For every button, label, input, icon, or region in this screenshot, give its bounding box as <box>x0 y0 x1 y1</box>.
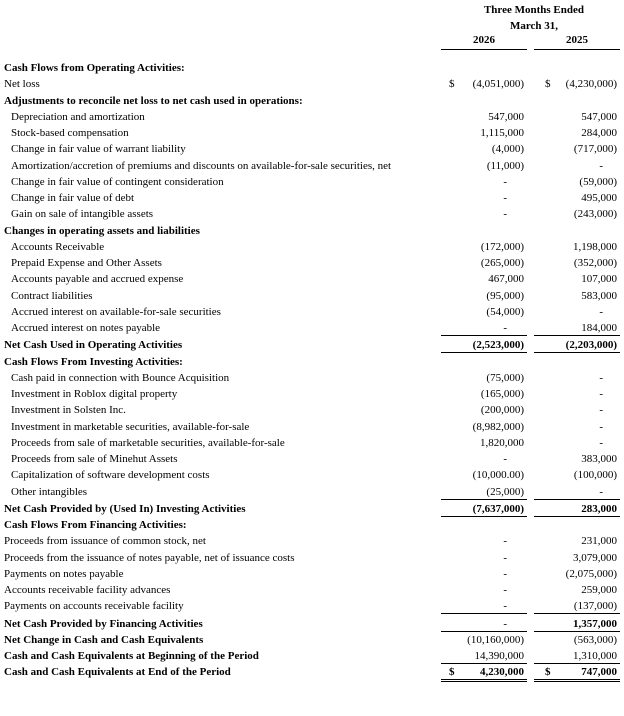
value-current-year: (200,000) <box>480 404 524 417</box>
value-prior-year: 107,000 <box>581 273 617 286</box>
value-current-year: (7,637,000) <box>472 502 524 515</box>
row-label: Accounts Receivable <box>11 240 105 253</box>
value-current-year: (8,982,000) <box>472 420 524 433</box>
statement-row <box>0 158 624 174</box>
value-prior-year: 495,000 <box>581 192 617 204</box>
row-label: Amortization/accretion of premiums and discounts on available-for-sale securities, net <box>11 159 392 172</box>
value-current-year: - <box>503 617 507 630</box>
statement-row <box>0 288 624 304</box>
year-current-header: 2026 <box>473 34 495 46</box>
currency-symbol-current: $ <box>449 78 455 91</box>
row-label: Accounts payable and accrued expense <box>11 273 184 286</box>
statement-row <box>0 550 624 566</box>
value-current-year: - <box>503 322 507 334</box>
value-current-year: (165,000) <box>480 388 524 400</box>
value-current-year: - <box>503 453 507 465</box>
total-rule <box>441 499 527 500</box>
year-header-rule-current <box>441 49 527 50</box>
row-label: Change in fair value of debt <box>11 192 135 204</box>
statement-row <box>0 386 624 402</box>
value-prior-year: (4,230,000) <box>565 78 617 91</box>
value-prior-year: 284,000 <box>581 127 617 139</box>
row-label: Cash Flows From Financing Activities: <box>4 519 187 531</box>
statement-row <box>0 648 624 664</box>
value-prior-year: (59,000) <box>579 175 617 188</box>
row-label: Other intangibles <box>11 485 88 498</box>
statement-row <box>0 125 624 141</box>
value-prior-year: - <box>599 305 603 318</box>
value-current-year: - <box>503 535 507 548</box>
row-label: Proceeds from sale of Minehut Assets <box>11 453 178 465</box>
value-current-year: 1,115,000 <box>480 127 524 139</box>
statement-row <box>0 337 624 353</box>
year-prior-header: 2025 <box>566 34 588 46</box>
value-prior-year: (2,075,000) <box>565 567 617 580</box>
total-rule <box>441 335 527 336</box>
row-label: Proceeds from issuance of common stock, net <box>4 535 206 548</box>
statement-row <box>0 255 624 271</box>
double-total-rule <box>441 681 527 682</box>
total-rule <box>534 335 620 336</box>
statement-row <box>0 141 624 157</box>
value-current-year: 467,000 <box>488 273 524 286</box>
row-label: Payments on notes payable <box>4 567 124 580</box>
statement-row <box>0 109 624 125</box>
total-rule <box>441 613 527 614</box>
value-prior-year: (100,000) <box>573 469 617 482</box>
value-current-year: 4,230,000 <box>480 666 524 679</box>
statement-row <box>0 60 624 76</box>
statement-row <box>0 354 624 370</box>
row-label: Net Cash Provided by Financing Activities <box>4 617 203 630</box>
period-header: Three Months Ended March 31, <box>483 4 585 32</box>
row-label: Depreciation and amortization <box>11 110 145 123</box>
value-prior-year: (717,000) <box>573 143 617 156</box>
statement-row <box>0 566 624 582</box>
total-rule <box>441 679 527 680</box>
total-rule <box>534 679 620 680</box>
statement-row <box>0 451 624 467</box>
statement-row <box>0 93 624 109</box>
row-label: Net Cash Provided by (Used In) Investing Activities <box>4 502 246 515</box>
value-prior-year: - <box>599 436 603 449</box>
value-current-year: (75,000) <box>486 371 524 384</box>
value-current-year: 547,000 <box>488 110 524 123</box>
value-prior-year: (352,000) <box>573 257 617 269</box>
value-current-year: (95,000) <box>486 289 524 302</box>
row-label: Investment in Roblox digital property <box>11 388 178 400</box>
value-prior-year: - <box>599 388 603 400</box>
value-prior-year: 1,198,000 <box>573 240 617 253</box>
value-current-year: 1,820,000 <box>480 436 524 449</box>
value-current-year: - <box>503 208 507 221</box>
value-current-year: - <box>503 584 507 596</box>
value-prior-year: (2,203,000) <box>565 339 617 352</box>
value-prior-year: 259,000 <box>581 584 617 596</box>
row-label: Net Change in Cash and Cash Equivalents <box>4 633 204 646</box>
row-label: Proceeds from sale of marketable securities, available-for-sale <box>11 436 285 449</box>
row-label: Investment in marketable securities, available-for-sale <box>11 420 250 433</box>
row-label: Gain on sale of intangible assets <box>11 208 154 221</box>
statement-row <box>0 632 624 648</box>
currency-symbol-current: $ <box>449 666 455 679</box>
statement-row <box>0 370 624 386</box>
value-current-year: - <box>503 192 507 204</box>
statement-row <box>0 206 624 222</box>
value-prior-year: - <box>599 371 603 384</box>
row-label: Cash and Cash Equivalents at End of the Period <box>4 666 231 679</box>
value-current-year: (2,523,000) <box>472 339 524 352</box>
row-label: Adjustments to reconcile net loss to net cash used in operations: <box>4 94 303 107</box>
value-current-year: (172,000) <box>480 240 524 253</box>
statement-row <box>0 664 624 680</box>
row-label: Accrued interest on notes payable <box>11 322 161 334</box>
row-label: Accrued interest on available-for-sale securities <box>11 305 221 318</box>
value-prior-year: 1,357,000 <box>573 617 617 630</box>
row-label: Net Cash Used in Operating Activities <box>4 339 183 352</box>
total-rule <box>534 613 620 614</box>
statement-row <box>0 190 624 206</box>
statement-row <box>0 223 624 239</box>
row-label: Capitalization of software development costs <box>11 469 210 482</box>
statement-row <box>0 467 624 483</box>
value-prior-year: 547,000 <box>581 110 617 123</box>
row-label: Change in fair value of contingent consideration <box>11 175 224 188</box>
value-current-year: (11,000) <box>486 159 524 172</box>
row-label: Accounts receivable facility advances <box>4 584 171 596</box>
value-prior-year: 747,000 <box>581 666 617 679</box>
value-prior-year: 184,000 <box>581 322 617 334</box>
value-current-year: - <box>503 551 507 564</box>
value-current-year: (10,000.00) <box>472 469 524 482</box>
row-label: Contract liabilities <box>11 289 93 302</box>
row-label: Cash paid in connection with Bounce Acquisition <box>11 371 230 384</box>
statement-row <box>0 239 624 255</box>
currency-symbol-prior: $ <box>545 666 551 679</box>
statement-row <box>0 320 624 336</box>
row-label: Net loss <box>4 78 40 91</box>
row-label: Prepaid Expense and Other Assets <box>11 257 162 269</box>
value-current-year: (4,000) <box>491 143 524 156</box>
double-total-rule <box>534 681 620 682</box>
row-label: Investment in Solsten Inc. <box>11 404 126 417</box>
value-current-year: - <box>503 175 507 188</box>
statement-row <box>0 419 624 435</box>
statement-row <box>0 484 624 500</box>
row-label: Cash Flows From Investing Activities: <box>4 355 183 368</box>
row-label: Proceeds from the issuance of notes payable, net of issuance costs <box>4 551 295 564</box>
statement-row <box>0 501 624 517</box>
row-label: Change in fair value of warrant liability <box>11 143 186 156</box>
value-prior-year: 283,000 <box>581 502 617 515</box>
currency-symbol-prior: $ <box>545 78 551 91</box>
value-prior-year: 383,000 <box>581 453 617 465</box>
row-label: Changes in operating assets and liabilities <box>4 224 200 237</box>
statement-row <box>0 304 624 320</box>
row-label: Stock-based compensation <box>11 127 129 139</box>
value-prior-year: (243,000) <box>573 208 617 221</box>
statement-row <box>0 76 624 92</box>
value-prior-year: - <box>599 420 603 433</box>
statement-row <box>0 533 624 549</box>
statement-row <box>0 517 624 533</box>
statement-row <box>0 402 624 418</box>
value-current-year: - <box>503 567 507 580</box>
value-prior-year: (563,000) <box>573 633 617 646</box>
row-label: Payments on accounts receivable facility <box>4 600 184 613</box>
row-label: Cash and Cash Equivalents at Beginning of the Period <box>4 650 259 662</box>
value-current-year: (265,000) <box>480 257 524 269</box>
value-prior-year: - <box>599 159 603 172</box>
statement-row <box>0 174 624 190</box>
value-current-year: (25,000) <box>486 485 524 498</box>
value-prior-year: 231,000 <box>581 535 617 548</box>
statement-row <box>0 271 624 287</box>
value-current-year: 14,390,000 <box>474 650 524 662</box>
value-prior-year: 583,000 <box>581 289 617 302</box>
value-prior-year: 1,310,000 <box>573 650 617 662</box>
value-current-year: - <box>503 600 507 613</box>
year-header-rule-prior <box>534 49 620 50</box>
statement-row <box>0 598 624 614</box>
total-rule <box>534 499 620 500</box>
value-current-year: (10,160,000) <box>467 633 524 646</box>
row-label: Cash Flows from Operating Activities: <box>4 62 185 74</box>
statement-row <box>0 616 624 632</box>
value-current-year: (4,051,000) <box>472 78 524 91</box>
value-current-year: (54,000) <box>486 305 524 318</box>
statement-row <box>0 582 624 598</box>
value-prior-year: - <box>599 404 603 417</box>
value-prior-year: (137,000) <box>573 600 617 613</box>
value-prior-year: - <box>599 485 603 498</box>
statement-row <box>0 435 624 451</box>
value-prior-year: 3,079,000 <box>573 551 617 564</box>
